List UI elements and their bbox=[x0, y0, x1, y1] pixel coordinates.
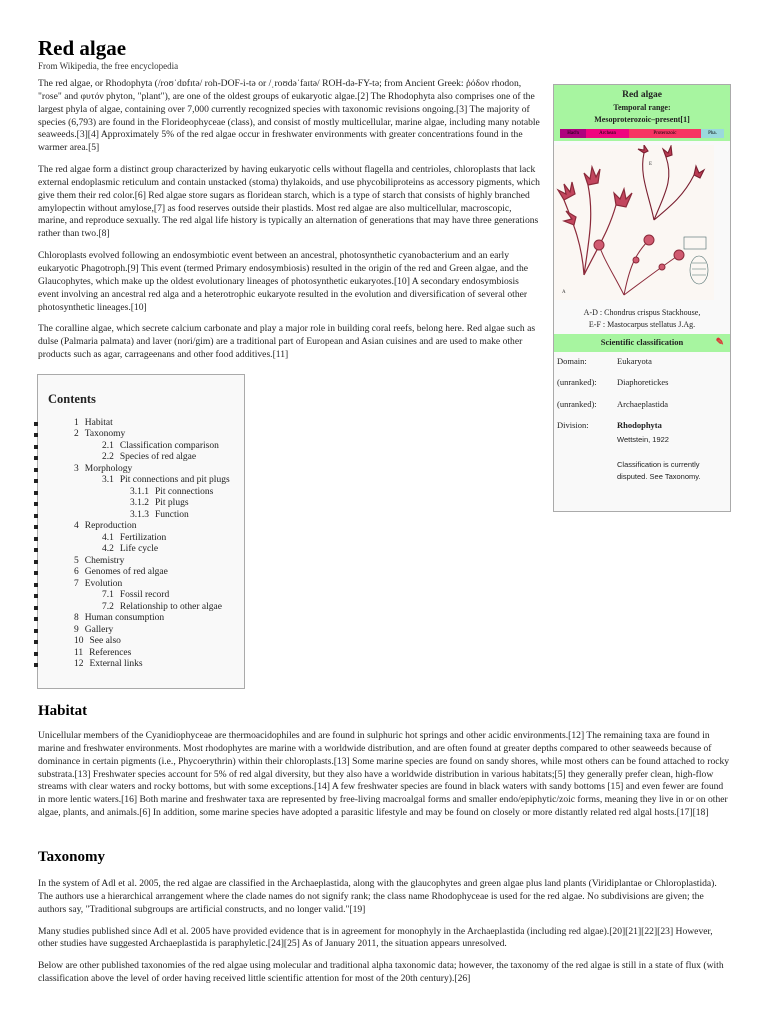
taxonomy-paragraph-2: Many studies published since Adl et al. 2005 have provided evidence that is in agreement for monophyly in the Archaeplastida (including red algae).[20][21][22][23] However, other studies have suggested Archaeplastida is paraphyletic.[24][25] As of January 2011, the situation appears unresolved. bbox=[38, 925, 713, 950]
toc-item[interactable] bbox=[44, 625, 238, 637]
toc-item[interactable] bbox=[44, 464, 238, 476]
taxobox-header bbox=[554, 85, 730, 141]
toc-number: 9 bbox=[74, 624, 79, 635]
toc-number: 5 bbox=[74, 555, 79, 566]
toc-item[interactable] bbox=[44, 602, 238, 614]
toc-number: 1 bbox=[74, 417, 79, 428]
classification-note: Classification is currently disputed. See Taxonomy. bbox=[617, 460, 701, 482]
temporal-range-label: Temporal range: bbox=[613, 103, 671, 113]
toc-number: 11 bbox=[74, 647, 84, 658]
taxonomy-paragraph-1: In the system of Adl et al. 2005, the red algae are classified in the Archaeplastida, along with the glaucophytes and green algae plus land plants (Viridiplantae or Chloroplastida). The authors use a hierarchical arrangement where the clade names do not signify rank; the class name Rhodophyceae is used for the red algae. No subdivisions are given; the authors say, "Traditional subgroups are artificial constructs, and no longer valid."[19] bbox=[38, 878, 717, 915]
taxonomy-section bbox=[38, 878, 730, 995]
toc-number: 4.1 bbox=[102, 532, 114, 543]
classification-rank: (unranked): bbox=[557, 377, 597, 388]
timebar-segment[interactable]: Had'n bbox=[560, 129, 586, 138]
classification-value[interactable]: Archaeplastida bbox=[617, 398, 668, 409]
toc-number: 3.1 bbox=[102, 475, 114, 486]
taxonomy-paragraph-3: Below are other published taxonomies of the red algae using molecular and traditional alpha taxonomic data; however, the taxonomy of the red algae is still in a state of flux (with classification above the level of order having received little scientific attention for most of the 20th century).[26] bbox=[38, 960, 724, 985]
toc-number: 10 bbox=[74, 636, 84, 647]
intro-paragraph-3: Chloroplasts evolved following an endosymbiotic event between an ancestral, photosynthetic cyanobacterium and an early eukaryotic Phagotroph.[9] This event (termed Primary endosymbiosis) resulted in the origin of the red and Green algae, and the Glaucophytes, which make up the oldest evolutionary lineages of photosynthetic eukaryotes.[10] A secondary endosymbiosis event involving an ancestral red alga and a heterotrophic eukaryote resulted in the evolution and diversification of several other photosynthetic lineages.[10] bbox=[38, 250, 529, 313]
toc-link[interactable]: Pit plugs bbox=[155, 498, 189, 509]
classification-table bbox=[554, 352, 730, 490]
toc-item[interactable] bbox=[44, 475, 238, 487]
toc-link[interactable]: Relationship to other algae bbox=[119, 601, 222, 612]
toc-link[interactable]: Pit connections bbox=[155, 486, 214, 497]
intro-paragraph-4: The coralline algae, which secrete calcium carbonate and play a major role in building coral reefs, belong here. Red algae such as dulse (Palmaria palmata) and laver (nori/gim) are a traditional part of European and Asian cuisines and are used to make other products such as agar, carrageenans and other food additives.[11] bbox=[38, 323, 536, 361]
classification-value[interactable]: Rhodophyta Wettstein, 1922 Classification is currently disputed. See Taxonomy. bbox=[614, 416, 730, 489]
toc-item[interactable] bbox=[44, 579, 238, 591]
toc-link[interactable]: Fossil record bbox=[119, 590, 170, 601]
svg-text:A: A bbox=[562, 290, 566, 296]
toc-item[interactable] bbox=[44, 544, 238, 556]
toc-item[interactable] bbox=[44, 533, 238, 545]
toc-item[interactable] bbox=[44, 498, 238, 510]
toc-number: 7.1 bbox=[102, 590, 114, 601]
toc-number: 6 bbox=[74, 567, 79, 578]
temporal-range-value[interactable]: Mesoproterozoic–present[1] bbox=[594, 115, 690, 125]
toc-item[interactable] bbox=[44, 487, 238, 499]
toc-link[interactable]: Chemistry bbox=[84, 555, 125, 566]
toc-number: 2.1 bbox=[102, 440, 114, 451]
toc-link[interactable]: Life cycle bbox=[119, 544, 159, 555]
intro-paragraph-1: The red algae, or Rhodophyta (/roʊˈdɒfɪtə/ roh-DOF-i-tə or /ˌroʊdəˈfaɪtə/ ROH-də-FY-tə; from Ancient Greek: ῥόδον rhodon, "rose" and φυτόν phyton, "plant"), are one of the oldest groups of eukaryotic algae.[2] The Rhodophyta also comprises one of the largest phyla of algae, containing over 7,000 currently recognized species with taxonomic revisions ongoing.[3] The majority of species (6,793) are found in the Florideophyceae (class), and consist of mostly multicellular, marine algae, including many notable seaweeds.[3][4] Approximately 5% of the red algae occur in freshwater environments with greater concentrations found in the warmer area.[5] bbox=[38, 78, 540, 154]
toc-link[interactable]: Reproduction bbox=[84, 521, 137, 532]
toc-number: 7 bbox=[74, 578, 79, 589]
toc-number: 3.1.2 bbox=[130, 498, 149, 509]
toc-item[interactable] bbox=[44, 441, 238, 453]
timebar-segment[interactable]: Pha. bbox=[701, 129, 724, 138]
habitat-section bbox=[38, 730, 730, 829]
toc-link[interactable]: Genomes of red algae bbox=[84, 567, 168, 578]
classification-rank: Division: bbox=[557, 419, 589, 430]
taxon-authority: Wettstein, 1922 bbox=[617, 435, 669, 445]
edit-pencil-icon[interactable]: ✎ bbox=[715, 337, 724, 349]
classification-row bbox=[554, 373, 730, 394]
toc-number: 12 bbox=[74, 659, 84, 670]
image-caption bbox=[556, 307, 728, 332]
toc-list bbox=[44, 418, 238, 671]
toc-number: 4 bbox=[74, 521, 79, 532]
scientific-classification-header bbox=[554, 334, 730, 351]
toc-link[interactable]: Pit connections and pit plugs bbox=[119, 475, 230, 486]
taxobox bbox=[553, 84, 731, 512]
caption-line-2: E-F : Mastocarpus stellatus J.Ag. bbox=[588, 320, 696, 330]
classification-row bbox=[554, 395, 730, 416]
taxobox-title: Red algae bbox=[622, 90, 662, 100]
taxonomy-heading: Taxonomy bbox=[38, 849, 105, 865]
toc-link[interactable]: References bbox=[89, 647, 132, 658]
toc-link[interactable]: Human consumption bbox=[84, 613, 165, 624]
svg-text:E: E bbox=[649, 162, 653, 168]
toc-link[interactable]: Taxonomy bbox=[84, 429, 126, 440]
timebar-segment[interactable]: Proterozoic bbox=[629, 129, 701, 138]
caption-line-1: A-D : Chondrus crispus Stackhouse, bbox=[583, 307, 701, 317]
toc-number: 2 bbox=[74, 429, 79, 440]
classification-rank: Domain: bbox=[557, 355, 587, 366]
toc-item[interactable] bbox=[44, 521, 238, 533]
toc-number: 7.2 bbox=[102, 601, 114, 612]
toc-number: 3.1.1 bbox=[130, 486, 149, 497]
toc-title: Contents bbox=[48, 392, 96, 406]
toc-item[interactable] bbox=[44, 556, 238, 568]
intro-paragraph-2: The red algae form a distinct group characterized by having eukaryotic cells without flagella and centrioles, chloroplasts that lack external endoplasmic reticulum and contain unstacked (stoma) thylakoids, and use phycobiliproteins as accessory pigments, which give them their red color.[6] Red algae store sugars as floridean starch, which is a type of starch that consists of highly branched amylopectin without amylose,[7] as food reserves outside their plastids. Most red algae are also multicellular, macroscopic, marine, and reproduce sexually. The red algal life history is typically an alternation of generations that may have three generations rather than two.[8] bbox=[38, 164, 540, 240]
table-of-contents bbox=[37, 374, 245, 689]
toc-item[interactable] bbox=[44, 567, 238, 579]
toc-link[interactable]: Classification comparison bbox=[119, 440, 219, 451]
toc-item[interactable] bbox=[44, 590, 238, 602]
toc-link[interactable]: Fertilization bbox=[119, 532, 167, 543]
geologic-timebar bbox=[560, 129, 724, 138]
habitat-paragraph: Unicellular members of the Cyanidiophyceae are thermoacidophiles and are found in sulphuric hot springs and other acidic environments.[12] The remaining taxa are found in marine and freshwater environments. Most rhodophytes are marine with a worldwide distribution, and are often found at greater depths compared to other seaweeds because of dominance in certain pigments (i.e., Phycoerythrin) within their chloroplasts.[13] Some marine species are found on sandy shores, while most others can be found attached to rocky substrata.[13] Freshwater species account for 5% of red algal diversity, but they also have a worldwide distribution in various habitats;[5] they generally prefer clean, high-flow streams with clear waters and rocky bottoms, but with some exceptions.[14] A few freshwater species are found in black waters with sandy bottoms [15] and even fewer are found in more lentic waters.[16] Both marine and freshwater taxa are represented by free-living macroalgal forms and smaller endo/epiphytic/zoic forms, meaning they live in or on other algae, plants, and animals.[6] In addition, some marine species have adopted a parasitic lifestyle and may be found on closely or more distantly related red algal hosts.[17][18] bbox=[38, 730, 730, 819]
toc-link[interactable]: External links bbox=[89, 659, 143, 670]
toc-number: 3 bbox=[74, 463, 79, 474]
classification-row bbox=[554, 416, 730, 489]
red-algae-illustration[interactable] bbox=[554, 145, 714, 300]
classification-value[interactable]: Eukaryota bbox=[617, 355, 652, 366]
toc-link[interactable]: Gallery bbox=[84, 624, 114, 635]
toc-item[interactable] bbox=[44, 648, 238, 660]
classification-row bbox=[554, 352, 730, 373]
toc-number: 8 bbox=[74, 613, 79, 624]
classification-value[interactable]: Diaphoretickes bbox=[617, 377, 669, 388]
toc-number: 2.2 bbox=[102, 452, 114, 463]
toc-number: 3.1.3 bbox=[130, 509, 149, 520]
toc-link[interactable]: Habitat bbox=[84, 417, 113, 428]
page-title: Red algae bbox=[38, 36, 127, 60]
toc-link[interactable]: See also bbox=[89, 636, 121, 647]
toc-link[interactable]: Morphology bbox=[84, 463, 133, 474]
toc-item[interactable] bbox=[44, 613, 238, 625]
tagline: From Wikipedia, the free encyclopedia bbox=[38, 61, 179, 71]
toc-item[interactable] bbox=[44, 510, 238, 522]
scientific-classification-title[interactable]: Scientific classification bbox=[600, 337, 684, 348]
toc-link[interactable]: Evolution bbox=[84, 578, 123, 589]
toc-item[interactable] bbox=[44, 429, 238, 441]
intro-section bbox=[38, 78, 540, 371]
habitat-heading: Habitat bbox=[38, 703, 88, 719]
toc-link[interactable]: Species of red algae bbox=[119, 452, 197, 463]
toc-item[interactable] bbox=[44, 659, 238, 671]
toc-item[interactable] bbox=[44, 418, 238, 430]
timebar-segment[interactable]: Archean bbox=[586, 129, 629, 138]
toc-link[interactable]: Function bbox=[155, 509, 189, 520]
toc-item[interactable] bbox=[44, 452, 238, 464]
toc-item[interactable] bbox=[44, 636, 238, 648]
toc-number: 4.2 bbox=[102, 544, 114, 555]
classification-rank: (unranked): bbox=[557, 398, 597, 409]
